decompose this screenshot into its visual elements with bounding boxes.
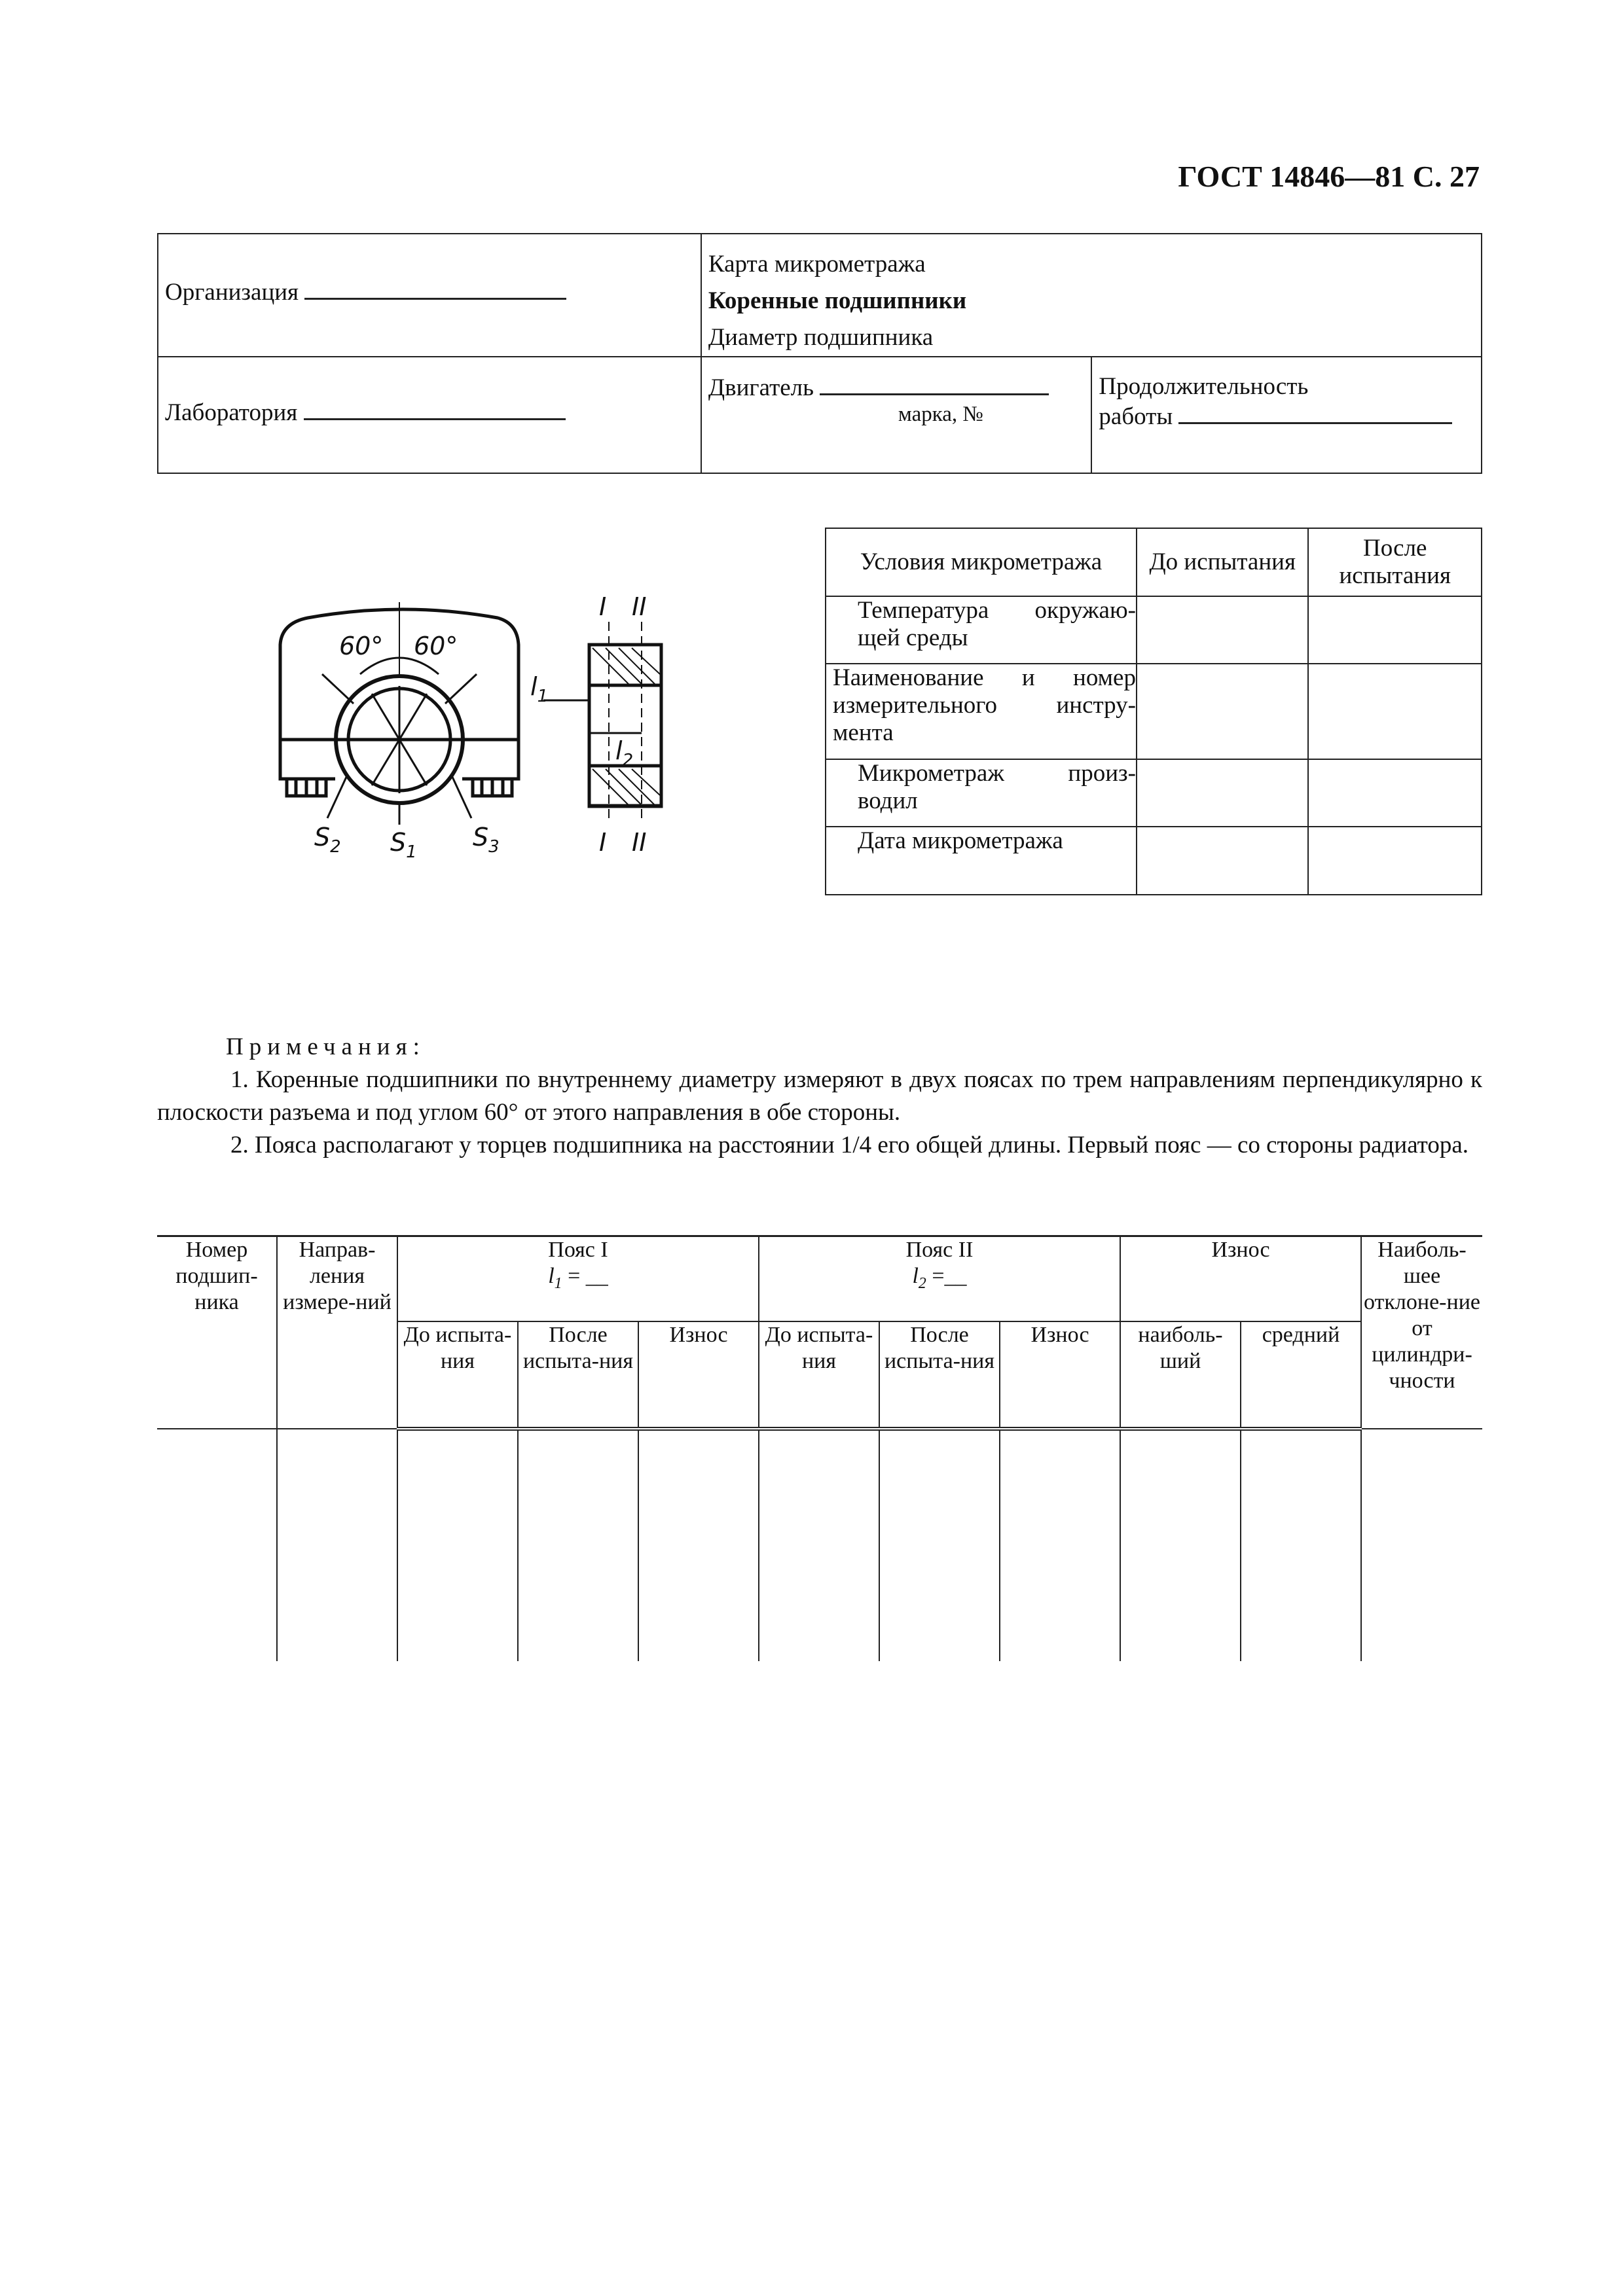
angle-left-label: 60° xyxy=(339,632,384,660)
section-1-bottom: I xyxy=(599,828,607,857)
section-1-top: I xyxy=(599,592,607,621)
belt-1-label: Пояс I xyxy=(548,1238,608,1262)
belt-1-length: l xyxy=(548,1264,555,1288)
organization-cell xyxy=(158,234,701,357)
belt-2-after: После испыта-ния xyxy=(879,1321,1000,1429)
measurement-table xyxy=(157,1235,1482,1661)
belt-1-before: До испыта-ния xyxy=(397,1321,518,1429)
table-cell[interactable] xyxy=(157,1429,277,1661)
belt-1-wear: Износ xyxy=(638,1321,759,1429)
duration-label-2: работы xyxy=(1099,403,1173,430)
belt-2-wear: Износ xyxy=(1000,1321,1120,1429)
belt-1-sub: 1 xyxy=(554,1274,562,1292)
table-cell[interactable] xyxy=(277,1429,397,1661)
section-2-top: II xyxy=(632,592,647,621)
belt-2-header xyxy=(759,1236,1120,1321)
conditions-row-instrument: Наименование и номер измерительного инстру-мента xyxy=(826,664,1137,759)
cell-after-date[interactable] xyxy=(1308,827,1482,895)
belt-2-label: Пояс II xyxy=(905,1238,974,1262)
s3-sub: 3 xyxy=(488,837,500,857)
engine-caption: марка, № xyxy=(898,402,983,426)
cell-before-performed-by[interactable] xyxy=(1137,759,1309,827)
after-test-header: После испытания xyxy=(1308,528,1482,596)
s3-label: S xyxy=(473,823,489,852)
duration-field[interactable] xyxy=(1178,403,1452,424)
l2-label: l xyxy=(615,736,623,765)
conditions-row-temperature: Температура окружаю-щей среды xyxy=(826,596,1137,664)
table-cell[interactable] xyxy=(879,1429,1000,1661)
belt-1-header xyxy=(397,1236,759,1321)
engine-label: Двигатель xyxy=(708,374,814,401)
bearing-drawing xyxy=(262,576,720,870)
col-directions: Направ-ления измере-ний xyxy=(277,1236,397,1429)
wear-header: Износ xyxy=(1120,1236,1361,1321)
organization-label: Организация xyxy=(165,279,299,306)
laboratory-field[interactable] xyxy=(304,399,566,420)
cell-before-date[interactable] xyxy=(1137,827,1309,895)
table-cell[interactable] xyxy=(638,1429,759,1661)
cell-before-instrument[interactable] xyxy=(1137,664,1309,759)
belt-2-eq: =__ xyxy=(926,1264,967,1288)
card-subtitle: Коренные подшипники xyxy=(708,287,967,314)
card-title: Карта микрометража xyxy=(708,251,926,278)
organization-field[interactable] xyxy=(304,278,566,300)
belt-1-after: После испыта-ния xyxy=(518,1321,638,1429)
belt-2-sub: 2 xyxy=(918,1274,926,1292)
svg-text:S3 xyxy=(473,823,500,857)
table-cell[interactable] xyxy=(1120,1429,1241,1661)
svg-text:l1 xyxy=(530,672,548,706)
table-cell[interactable] xyxy=(1361,1429,1482,1661)
before-test-header: До испытания xyxy=(1137,528,1309,596)
duration-cell xyxy=(1091,357,1482,473)
l1-label: l xyxy=(530,672,538,701)
notes-heading: Примечания: xyxy=(226,1033,426,1060)
svg-text:S2 xyxy=(314,823,341,857)
wear-max: наиболь-ший xyxy=(1120,1321,1241,1429)
belt-1-eq: = __ xyxy=(562,1264,608,1288)
col-bearing-number: Номер подшип-ника xyxy=(157,1236,277,1429)
notes xyxy=(157,1031,1482,1162)
conditions-row-performed-by: Микрометраж произ-водил xyxy=(826,759,1137,827)
note-1: 1. Коренные подшипники по внутреннему диаметру измеряют в двух поясах по трем направлениям перпендикулярно к плоскости разъема и под углом 60° от этого направления в обе стороны. xyxy=(157,1066,1482,1126)
conditions-table xyxy=(825,528,1482,895)
table-cell[interactable] xyxy=(759,1429,879,1661)
section-2-bottom: II xyxy=(632,828,647,857)
cell-after-temperature[interactable] xyxy=(1308,596,1482,664)
laboratory-cell xyxy=(158,357,701,473)
svg-text:S1 xyxy=(390,828,417,862)
table-cell[interactable] xyxy=(1000,1429,1120,1661)
card-title-cell xyxy=(701,234,1482,357)
diameter-label: Диаметр подшипника xyxy=(708,324,934,351)
s2-label: S xyxy=(314,823,331,852)
conditions-header: Условия микрометража xyxy=(826,528,1137,596)
page-number: ГОСТ 14846—81 С. 27 xyxy=(1178,160,1480,193)
l2-sub: 2 xyxy=(622,751,634,770)
s1-label: S xyxy=(390,828,407,857)
s2-sub: 2 xyxy=(330,837,341,857)
header-card xyxy=(157,233,1482,474)
table-cell[interactable] xyxy=(1241,1429,1361,1661)
col-max-deviation: Наиболь-шее отклоне-ние от цилиндри-чности xyxy=(1361,1236,1482,1429)
l1-sub: 1 xyxy=(537,687,549,706)
cell-before-temperature[interactable] xyxy=(1137,596,1309,664)
cell-after-performed-by[interactable] xyxy=(1308,759,1482,827)
cell-after-instrument[interactable] xyxy=(1308,664,1482,759)
conditions-row-date: Дата микрометража xyxy=(826,827,1137,895)
engine-field[interactable] xyxy=(820,374,1049,395)
laboratory-label: Лаборатория xyxy=(165,399,298,426)
table-cell[interactable] xyxy=(518,1429,638,1661)
table-cell[interactable] xyxy=(397,1429,518,1661)
belt-2-before: До испыта-ния xyxy=(759,1321,879,1429)
wear-avg: средний xyxy=(1241,1321,1361,1429)
note-2: 2. Пояса располагают у торцев подшипника на расстоянии 1/4 его общей длины. Первый пояс — со стороны радиатора. xyxy=(230,1132,1469,1158)
belt-2-length: l xyxy=(912,1264,919,1288)
duration-label-1: Продолжительность xyxy=(1099,373,1309,400)
engine-cell xyxy=(701,357,1091,473)
s1-sub: 1 xyxy=(406,842,417,862)
angle-right-label: 60° xyxy=(414,632,458,660)
